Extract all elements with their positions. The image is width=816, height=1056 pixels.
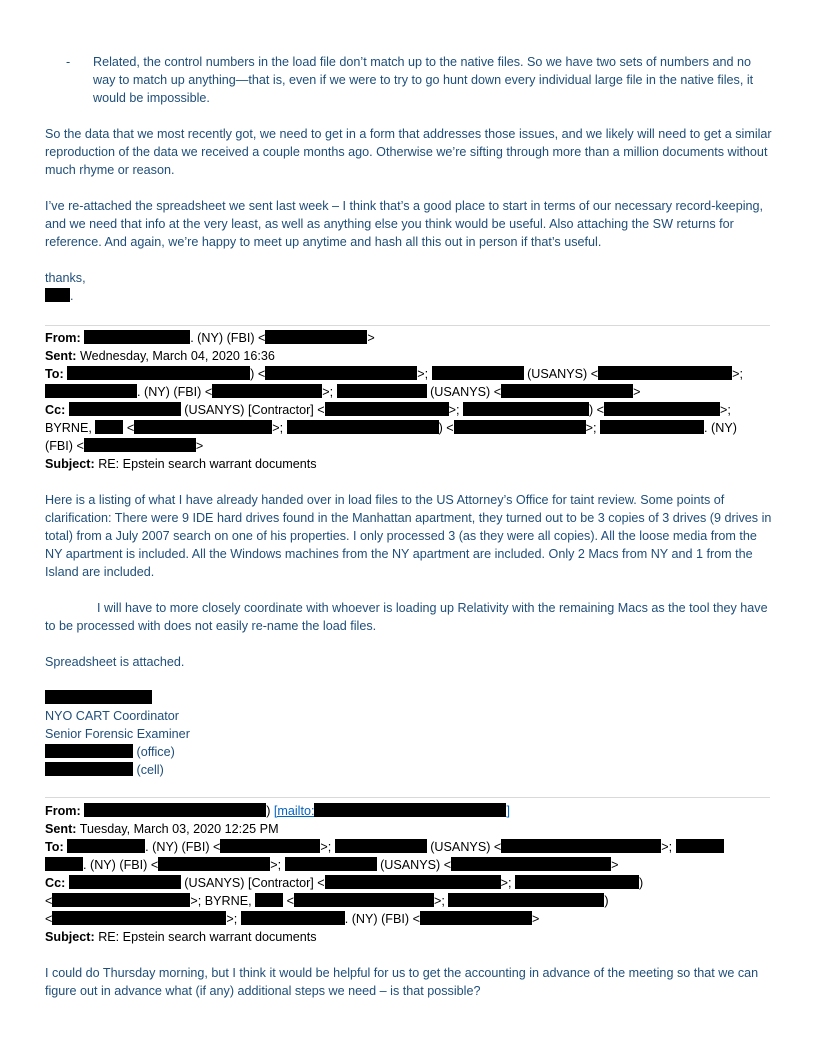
cc-text: ) < <box>588 403 605 417</box>
email1-sent-line <box>45 347 775 365</box>
cc-text: >; BYRNE, <box>190 894 252 908</box>
cell-label: (cell) <box>136 763 164 777</box>
email1-to-line-2 <box>45 383 775 401</box>
subject-label: Subject: <box>45 930 95 944</box>
email2-cc-line-2 <box>45 892 775 910</box>
signature-period: . <box>70 289 74 303</box>
from-label: From: <box>45 331 81 345</box>
redaction-block <box>420 911 532 925</box>
sent-label: Sent: <box>45 349 77 363</box>
cc-text: (USANYS) [Contractor] < <box>184 876 325 890</box>
from-end: > <box>367 331 375 345</box>
email1-cc-line-1 <box>45 401 775 419</box>
separator-line <box>45 325 770 326</box>
email2-to-line-1 <box>45 838 775 856</box>
redaction-block <box>265 330 367 344</box>
redaction-block <box>501 384 633 398</box>
subject-value: RE: Epstein search warrant documents <box>98 457 317 471</box>
signature-cell-phone <box>45 761 775 779</box>
signature-office-phone <box>45 743 775 761</box>
redaction-block <box>325 875 501 889</box>
to-text: . (NY) (FBI) < <box>83 858 159 872</box>
cc-text: < <box>45 894 53 908</box>
mailto-end: ] <box>506 804 510 818</box>
cc-text: < <box>45 912 53 926</box>
email2-cc-line-3 <box>45 910 775 928</box>
email1-from-line <box>45 329 775 347</box>
redaction-block <box>515 875 639 889</box>
sent-value: Tuesday, March 03, 2020 12:25 PM <box>79 822 279 836</box>
redaction-block <box>241 911 345 925</box>
cc-text: > <box>195 439 204 453</box>
subject-value: RE: Epstein search warrant documents <box>98 930 317 944</box>
redaction-block <box>432 366 524 380</box>
cc-text: (FBI) < <box>45 439 84 453</box>
sent-value: Wednesday, March 04, 2020 16:36 <box>79 349 275 363</box>
subject-label: Subject: <box>45 457 95 471</box>
signature-title-2: Senior Forensic Examiner <box>45 727 190 741</box>
redaction-block <box>45 384 137 398</box>
redaction-block <box>454 420 586 434</box>
redaction-block <box>84 438 196 452</box>
redaction-block <box>598 366 732 380</box>
email2-sent-line <box>45 820 775 838</box>
email1-cc-line-2 <box>45 419 775 437</box>
sent-label: Sent: <box>45 822 77 836</box>
redaction-block <box>134 420 272 434</box>
redaction-block <box>220 839 320 853</box>
email2-to-line-2 <box>45 856 775 874</box>
redaction-block <box>45 744 133 758</box>
to-text: >; <box>320 840 332 854</box>
email1-to-line-1 <box>45 365 775 383</box>
to-text: > <box>611 858 619 872</box>
bullet-item <box>66 53 771 107</box>
redaction-block <box>325 402 449 416</box>
signature-name-line <box>45 689 775 707</box>
cc-text: < <box>126 421 135 435</box>
redaction-block <box>285 857 377 871</box>
redaction-block <box>69 875 181 889</box>
cc-text: ) <box>638 876 644 890</box>
email1-body-paragraph-2: I will have to more closely coordinate with whoever is loading up Relativity with the remaining Macs as the tool they have to be processed with does not easily re-name the load files. <box>45 601 768 633</box>
to-text: (USANYS) < <box>430 385 502 399</box>
redaction-block <box>335 839 427 853</box>
redaction-block <box>67 366 250 380</box>
to-text: (USANYS) < <box>527 367 599 381</box>
to-text: . (NY) (FBI) < <box>137 385 213 399</box>
redaction-block <box>69 402 181 416</box>
cc-text: . (NY) <box>704 421 737 435</box>
signature-line <box>45 287 775 305</box>
redaction-block <box>463 402 589 416</box>
cc-label: Cc: <box>45 403 66 417</box>
email2-cc-line-1 <box>45 874 775 892</box>
cc-text: >; <box>585 421 597 435</box>
redaction-block <box>337 384 427 398</box>
redaction-block <box>52 911 226 925</box>
cc-text: . (NY) (FBI) < <box>344 912 420 926</box>
redaction-block <box>314 803 506 817</box>
redaction-block <box>84 803 266 817</box>
redaction-block <box>158 857 270 871</box>
cc-text: >; <box>500 876 512 890</box>
redaction-block <box>45 690 152 704</box>
redaction-block <box>95 420 123 434</box>
redaction-block <box>676 839 724 853</box>
cc-text: >; <box>448 403 460 417</box>
mailto-text: [mailto: <box>273 804 315 818</box>
redaction-block <box>45 762 133 776</box>
from-label: From: <box>45 804 81 818</box>
redaction-block <box>52 893 190 907</box>
to-text: ) < <box>250 367 266 381</box>
signoff: thanks, <box>45 271 86 285</box>
to-text: >; <box>661 840 673 854</box>
redaction-block <box>294 893 434 907</box>
body-paragraph-1: So the data that we most recently got, we need to get in a form that addresses those issues, and we likely will need to get a similar reproduction of the data we received a couple months ago. Otherwise we’re sifting through more than a million documents without much rhyme or reason. <box>45 127 772 177</box>
cc-text: >; <box>720 403 731 417</box>
redaction-block <box>255 893 283 907</box>
office-label: (office) <box>136 745 175 759</box>
to-text: . (NY) (FBI) < <box>145 840 221 854</box>
to-text: (USANYS) < <box>430 840 502 854</box>
redaction-block <box>84 330 190 344</box>
redaction-block <box>604 402 720 416</box>
cc-text: < <box>286 894 294 908</box>
redaction-block <box>45 288 70 302</box>
redaction-block <box>451 857 611 871</box>
to-text: >; <box>270 858 282 872</box>
email1-body-paragraph-1: Here is a listing of what I have already handed over in load files to the US Attorney’s Office for taint review. Some points of clarification: There were 9 IDE hard drives found in the Manhattan apartment, they turned out to be 3 copies of 3 drives (9 drives in total) from a July 2007 search on one of his properties. I only processed 3 (as they were all copies). All the loose media from the NY apartment is included. All the Windows machines from the NY apartment are included. Only 2 Macs from NY and 1 from the Island are included. <box>45 493 772 579</box>
cc-label: Cc: <box>45 876 66 890</box>
redaction-block <box>212 384 322 398</box>
separator-line <box>45 797 770 798</box>
to-label: To: <box>45 367 64 381</box>
redaction-block <box>448 893 604 907</box>
redaction-block <box>45 857 83 871</box>
redaction-block <box>501 839 661 853</box>
redaction-block <box>600 420 704 434</box>
cc-text: >; <box>272 421 284 435</box>
mailto-link[interactable] <box>274 804 510 818</box>
redaction-block <box>265 366 417 380</box>
redaction-block <box>67 839 145 853</box>
cc-text: > <box>531 912 540 926</box>
cc-text: >; <box>226 912 238 926</box>
cc-text: ) < <box>438 421 454 435</box>
to-label: To: <box>45 840 64 854</box>
to-text: >; <box>322 385 334 399</box>
bullet-dash: - <box>66 55 71 69</box>
bullet-text: Related, the control numbers in the load file don’t match up to the native files. So we have two sets of numbers and no way to match up anything—that is, even if we were to try to go hunt down every individual large file in the native files, it would be impossible. <box>93 55 754 105</box>
to-text: (USANYS) < <box>380 858 452 872</box>
email2-body-paragraph-1: I could do Thursday morning, but I think it would be helpful for us to get the accounting in advance of the meeting so that we can figure out in advance what (if any) additional steps we need – is that possible? <box>45 966 759 998</box>
cc-text: ) <box>604 894 609 908</box>
to-text: >; <box>417 367 429 381</box>
to-text: > <box>633 385 641 399</box>
email2-subject-line <box>45 928 775 946</box>
email1-subject-line <box>45 455 775 473</box>
from-text: ) <box>266 804 271 818</box>
email1-body-paragraph-3: Spreadsheet is attached. <box>45 655 185 669</box>
body-paragraph-2: I’ve re-attached the spreadsheet we sent last week – I think that’s a good place to start in terms of our necessary record-keeping, and we need that info at the very least, as well as anything else you think would be useful. Also attaching the SW returns for reference. And again, we’re happy to meet up anytime and hash all this out in person if that’s useful. <box>45 199 763 249</box>
to-text: >; <box>732 367 743 381</box>
signature-title-1: NYO CART Coordinator <box>45 709 179 723</box>
email2-from-line <box>45 802 775 820</box>
cc-text: BYRNE, <box>45 421 92 435</box>
email1-cc-line-3 <box>45 437 775 455</box>
redaction-block <box>287 420 439 434</box>
cc-text: >; <box>433 894 445 908</box>
from-text: . (NY) (FBI) < <box>190 331 266 345</box>
cc-text: (USANYS) [Contractor] < <box>184 403 325 417</box>
